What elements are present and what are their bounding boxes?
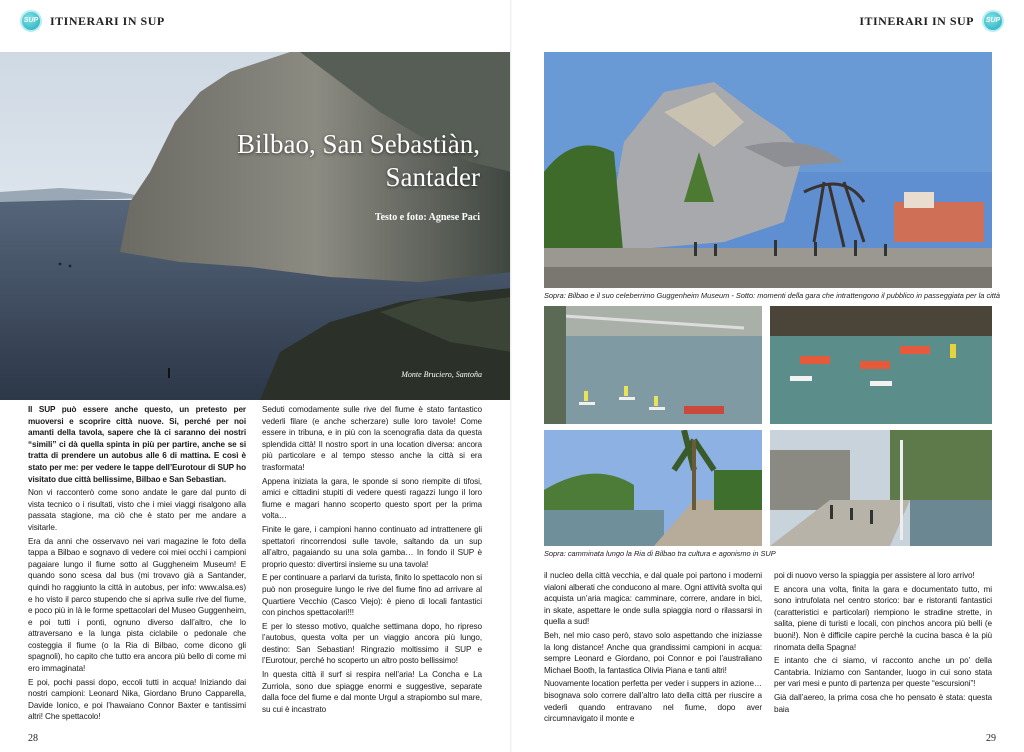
title-line: Bilbao, San Sebastiàn, [237, 129, 480, 159]
race-photo-1 [544, 306, 762, 424]
paragraph: Non vi racconterò come sono andate le gare dal punto di vista tecnico o i risultati, visto che i miei viaggi risalgono alla passata stagione, ma ciò che è stato per me andare a visitarle. [28, 488, 246, 532]
text-column-2 [262, 404, 482, 717]
paragraph: Già dall’aereo, la prima cosa che ho pensato è stata: questa baia [774, 692, 992, 714]
promenade-photo-1 [544, 430, 762, 546]
race-photo-2 [770, 306, 992, 424]
guggenheim-photo [544, 52, 992, 288]
paragraph: E per lo stesso motivo, qualche settimana dopo, ho ripreso l’autobus, questa volta per un viaggio ancora più lungo, destino: San Sebastian! Ringrazio moltissimo il SUP e l’Eurotour, perché ho scoperto un altro posto bellissimo! [262, 621, 482, 666]
running-head-right: ITINERARI IN SUP [859, 14, 974, 28]
sup-logo-icon: SUP [20, 10, 42, 32]
right-page [512, 0, 1024, 752]
paragraph: Finite le gare, i campioni hanno continuato ad intrattenere gli spettatori rincorrendosi sulle tavole, saltando da un sup all’altro, pagaiando su una sola gamba… In fondo il SUP è proprio questo: divertirsi insieme su una tavola! [262, 524, 482, 569]
page-number-right: 29 [986, 733, 996, 744]
sup-logo-icon: SUP [982, 10, 1004, 32]
paragraph: E per continuare a parlarvi da turista, finito lo spettacolo non si può non proseguire lungo le rive del fiume fino ad arrivare al Quartiere Vecchio (Casco Viejo): è pieno di locali fantastici con pinchos spettacolari!!! [262, 573, 482, 618]
paragraph: Beh, nel mio caso però, stavo solo aspettando che iniziasse la long distance! Anche qua grandissimi campioni in acqua: sempre Leonard e Giordano, poi Connor e poi l’australiano Michael Booth, la fantastica Olivia Piana e tanti altri! [544, 630, 762, 675]
running-head-left: ITINERARI IN SUP [50, 14, 165, 28]
hero-photo [0, 52, 512, 400]
paragraph: E poi, pochi passi dopo, eccoli tutti in acqua! Iniziando dai nostri campioni: Leonard Nika, Giordano Bruno Capparella, Davide Ionico, e poi l’hawaiano Connor Baxter e tantissimi altri! Che spettacolo! [28, 677, 246, 722]
paragraph: poi di nuovo verso la spiaggia per assistere al loro arrivo! [774, 571, 975, 580]
paragraph: Seduti comodamente sulle rive del fiume è stato fantastico vederli filare (e anche scherzare) sulle loro tavole! Come essere in tribuna, e in più con la scenografia data da questa splendida città! Il nostro sport in una location diversa: ancora più particolare e al tempo stesso anche la città si era trasformata! [262, 405, 482, 472]
paragraph: Appena iniziata la gara, le sponde si sono riempite di tifosi, amici e cittadini stupiti di vedere questi ragazzi lungo il loro fiume e magari hanno scoperto questo sport per la prima volta… [262, 476, 482, 521]
paragraph: il nucleo della città vecchia, e dal quale poi partono i moderni vialoni alberati che conducono al mare. Ogni attività svolta qui acquista un’aria magica: camminare, correre, andare in bici, in skate, aspettare le onde sulla spiaggia nord o rilassarsi in quella a sud! [544, 571, 762, 627]
page-number-left: 28 [28, 733, 38, 744]
paragraph: Era da anni che osservavo nei vari magazine le foto della tappa a Bilbao e sognavo di vedere coi miei occhi i campioni pagaiare lungo il fiume sotto al Guggheneim Museum! E quando sono scesa dal bus (mi trovavo già a Santander, quindi ho raggiunto la città in autobus, per info: www.alsa.es) e ho visto il parco stupendo che si apriva sulle rive del fiume, e poco più in là le forme spettacolari del Museo Guggenheim, e poi tutti i ponti, ognuno diverso dall’altro, che lo attraversano e la lunga pista ciclabile o pedonale che costeggia il fiume (o la Ria di Bilbao, come dicono gli spagnoli), ho capito che tutto era ancora più bello di come mi ero immaginata! [28, 536, 246, 674]
text-column-1 [28, 404, 246, 725]
caption-top: Sopra: Bilbao e il suo celeberrimo Guggenheim Museum - Sotto: momenti della gara che intrattengono il pubblico in passeggiata per la città [544, 291, 1001, 300]
caption-bottom: Sopra: camminata lungo la Ria di Bilbao tra cultura e agonismo in SUP [544, 549, 776, 558]
promenade-photo-2 [770, 430, 992, 546]
byline: Testo e foto: Agnese Paci [374, 212, 480, 223]
article-title [237, 128, 480, 194]
paragraph: E ancora una volta, finita la gara e documentato tutto, mi sono intrufolata nel centro storico: bar e ristoranti fantastici (caratteristici e particolari) riempiono le stradine strette, in salita, piene di turisti e locali, con pinchos ancora più belli (e buoni!). Non è difficile capire perchè la cucina basca è la più rinomata della Spagna! [774, 584, 992, 652]
paragraph: In questa città il surf si respira nell’aria! La Concha e La Zurriola, sono due spiagge enormi e suggestive, separate dalla foce del fiume e dal monte Urgul a strapiombo sul mare, su cui è incastrato [262, 670, 482, 714]
paragraph: E intanto che ci siamo, vi racconto anche un po’ della Cantabria. Iniziamo con Santander, luogo in cui sono stata per vari mesi e punto di partenza per queste “escursioni”! [774, 656, 992, 689]
text-column-4 [774, 570, 992, 717]
cliff-sea-image [0, 52, 512, 400]
paragraph: Nuovamente location perfetta per veder i suppers in azione… bisognava solo correre dall’altro lato della città per riuscire a vederli quando entravano nel fiume, dopo aver circumnavigato il monte e [544, 679, 762, 724]
text-column-3 [544, 570, 762, 727]
photo-credit: Monte Bruciero, Santoña [401, 370, 482, 379]
title-line: Santader [385, 162, 480, 192]
lead-paragraph: Il SUP può essere anche questo, un pretesto per muoversi e scoprire città nuove. Si, perché per noi amanti della tavola, sapere che là ci saranno dei nostri “simili” ci dà quella spinta in più per partire, anche se si tratta di prendere un autobus alle 6 di mattina. E così è stato per me: per vedere le tappe dell’Eurotour di SUP ho visitato due città bellissime, Bilbao e San Sebastian. [28, 405, 246, 484]
